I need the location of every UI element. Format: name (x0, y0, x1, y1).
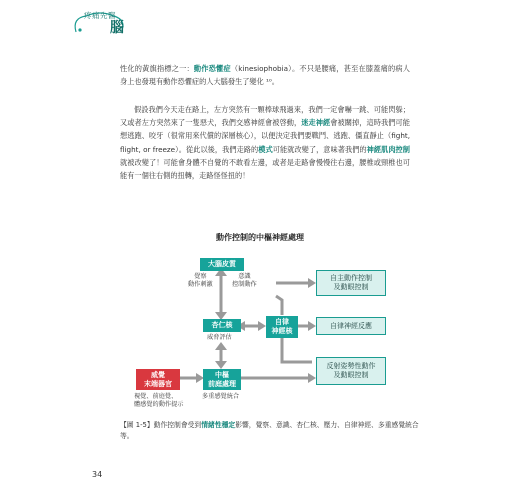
p2-highlight-pattern: 模式 (258, 144, 273, 154)
cortex-left-line1: 覺察 (194, 273, 207, 280)
sensory-organ-label (144, 371, 172, 389)
cortex-left-line2: 動作刺激 (188, 281, 213, 289)
amygdala-label: 杏仁核 (211, 321, 233, 329)
caption-bold: 情緒性穩定 (201, 421, 236, 429)
cortex-right-line2: 控制動作 (232, 281, 257, 289)
p2-text-a: 假設我們今天走在路上，左方突然有一顆棒球飛過來，我們一定會嚇一跳、可能閃躲；又或者左方突然來了一隻惡犬，我們交感神經會被啓動， (120, 105, 410, 128)
figure-caption (120, 420, 420, 442)
out3-line1: 反射姿勢性動作 (326, 362, 376, 370)
p1-text-a: 性化的黃旗指標之一： (120, 64, 194, 73)
out1-line1: 自主動作控制 (330, 274, 372, 282)
sensory-caption-line2: 體感覺的動作提示 (134, 401, 184, 409)
logo-subtitle: 疼痛先醫 (84, 11, 116, 20)
page-number: 34 (92, 470, 103, 479)
p1-highlight: 動作恐懼症 (193, 64, 231, 73)
p2-highlight-vagus: 迷走神經 (301, 118, 331, 128)
sensory-line2: 末端器官 (144, 379, 172, 388)
p2-text-d: 就被改變了！可能會身體不自覺的不敢看左邊，或者是走路會慢慢往右邊，腰椎或頸椎也可能有一個往右側的扭轉，走路怪怪扭的！ (120, 157, 410, 181)
p2-text-b: 會被關掉，這時我們可能想逃跑、咬牙（很常用來代償的深層核心），以便決定我們要戰鬥、逃跑、僵直靜止（fight, flight, or freeze）。從此以後，我們走路的 (120, 118, 410, 154)
cortex-label: 大腦皮質 (208, 260, 236, 268)
logo-title: 腦 (110, 20, 124, 36)
sensory-line1: 威覺 (151, 370, 165, 379)
autonomic-line2: 神經核 (271, 327, 293, 335)
p2-text-c: 可能就改變了，意味著我們的 (272, 144, 367, 154)
out3-line2: 及動眼控制 (333, 371, 369, 379)
output-voluntary-box (316, 270, 386, 296)
amygdala-box (203, 319, 241, 332)
cortex-box (200, 258, 244, 271)
caption-rest: 影響，覺察、意識、杏仁核、壓力、自律神經、多重感覺統合等。 (120, 421, 419, 440)
cortex-right-label (232, 273, 257, 289)
output-voluntary-label (330, 274, 372, 292)
output-reflex-box (316, 357, 386, 385)
out1-line2: 及動眼控制 (333, 283, 369, 291)
arrow-autonomic-out3 (282, 338, 312, 362)
arrow-autonomic-cortex (276, 296, 282, 315)
sensory-caption (134, 393, 184, 409)
autonomic-line1: 自律 (275, 318, 289, 326)
sensory-organ-box (136, 369, 180, 390)
vestibular-line2: 前庭處理 (208, 379, 236, 388)
p2-highlight-neuromuscular: 神經肌肉控制 (366, 144, 410, 154)
amygdala-caption: 威脅評估 (207, 334, 232, 341)
vestibular-caption: 多重感覺統合 (202, 393, 240, 400)
autonomic-box (266, 316, 298, 338)
vestibular-label (208, 371, 236, 389)
sensory-caption-line1: 視覺、前庭覺、 (134, 393, 178, 400)
autonomic-label (272, 318, 293, 336)
cortex-left-label (188, 273, 213, 289)
vestibular-box (203, 369, 241, 390)
caption-prefix: 【圖 1-5】動作控制會受到 (120, 421, 202, 429)
p1-text-b: （kinesiophobia）。不只是腰痛，甚至在膝蓋痛的病人身上也發現有動作恐懼症的人大腦發生了變化 ¹⁰。 (120, 64, 410, 87)
vestibular-line1: 中樞 (215, 370, 229, 379)
cortex-right-line1: 意識 (238, 273, 251, 280)
output-reflex-label (327, 362, 376, 380)
output-autonomic-box (316, 317, 386, 335)
diagram-title: 動作控制的中樞神經處理 (216, 233, 304, 242)
out2-label: 自律神經反應 (330, 321, 372, 330)
